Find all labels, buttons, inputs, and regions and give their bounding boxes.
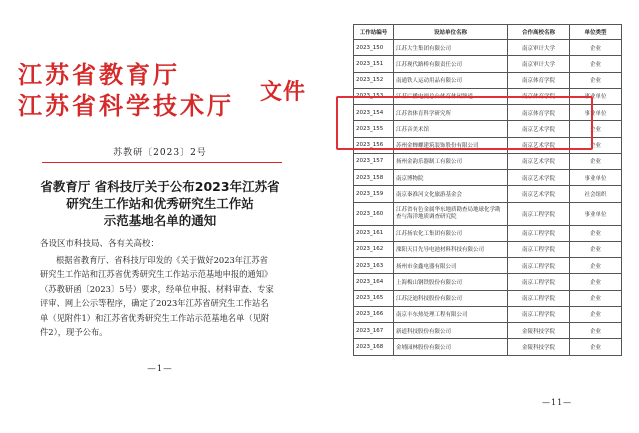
cell-unit-type: 企业 bbox=[570, 121, 622, 137]
cell-university: 南京艺术学院 bbox=[508, 186, 570, 202]
cell-university: 南京工程学院 bbox=[508, 225, 570, 241]
cell-university: 南京审计大学 bbox=[508, 56, 570, 72]
cell-university: 南京体育学院 bbox=[508, 88, 570, 104]
cell-unit-type: 企业 bbox=[570, 323, 622, 339]
cell-university: 南京审计大学 bbox=[508, 40, 570, 56]
cell-unit-name: 江苏扬农化工集团有限公司 bbox=[394, 225, 508, 241]
table-row bbox=[354, 56, 622, 72]
cell-unit-type: 社会组织 bbox=[570, 186, 622, 202]
letterhead-suffix: 文件 bbox=[260, 79, 307, 105]
body-line: 研究生工作站和江苏省优秀研究生工作站示范基地申报的通知》 bbox=[40, 269, 273, 280]
cell-unit-type: 企业 bbox=[570, 339, 622, 355]
cell-unit-type: 企业 bbox=[570, 241, 622, 257]
cell-unit-name: 苏州金蝉螺建筑装饰股份有限公司 bbox=[394, 137, 508, 153]
cell-unit-type: 企业 bbox=[570, 153, 622, 169]
cell-unit-name: 南京秦淮河文化旅游基金会 bbox=[394, 186, 508, 202]
highlight-box bbox=[336, 96, 593, 150]
body-line: 件2），现予公布。 bbox=[40, 327, 108, 338]
cell-unit-name: 南京博物院 bbox=[394, 170, 508, 186]
cell-unit-name: 溧阳天目先导电池材料科技有限公司 bbox=[394, 241, 508, 257]
cell-workstation-id: 2023_151 bbox=[354, 56, 394, 72]
table-row bbox=[354, 290, 622, 306]
title-line: 示范基地名单的通知 bbox=[103, 213, 217, 228]
cell-university: 南京工程学院 bbox=[508, 274, 570, 290]
cell-unit-type: 企业 bbox=[570, 258, 622, 274]
cell-university: 南京工程学院 bbox=[508, 306, 570, 322]
cell-workstation-id: 2023_153 bbox=[354, 88, 394, 104]
body-line: （苏教研函〔2023〕5号）要求，经单位申报、材料审查、专家 bbox=[40, 283, 274, 294]
table-row bbox=[354, 170, 622, 186]
cell-unit-type: 企业 bbox=[570, 72, 622, 88]
cell-workstation-id: 2023_167 bbox=[354, 323, 394, 339]
table-header-row bbox=[354, 25, 622, 40]
notice-title bbox=[0, 178, 320, 229]
cell-unit-name: 江苏音美术馆 bbox=[394, 121, 508, 137]
cell-unit-name: 江苏现代路桥有限责任公司 bbox=[394, 56, 508, 72]
cell-workstation-id: 2023_163 bbox=[354, 258, 394, 274]
addressee: 各设区市科技局、各有关高校： bbox=[40, 239, 160, 249]
cell-workstation-id: 2023_161 bbox=[354, 225, 394, 241]
cell-unit-type: 事业单位 bbox=[570, 170, 622, 186]
title-line: 研究生工作站和优秀研究生工作站 bbox=[66, 196, 254, 211]
cell-unit-type: 企业 bbox=[570, 225, 622, 241]
cell-university: 南京工程学院 bbox=[508, 290, 570, 306]
cell-university: 南京工程学院 bbox=[508, 258, 570, 274]
cell-unit-name: 新道科技股份有限公司 bbox=[394, 323, 508, 339]
cell-unit-name: 江苏省有色金属华东地质勘查局地球化学勘查与海洋地质调查研究院 bbox=[394, 202, 508, 225]
cell-workstation-id: 2023_150 bbox=[354, 40, 394, 56]
page-number-left: —1— bbox=[147, 364, 173, 374]
workstation-table bbox=[353, 24, 622, 356]
cell-unit-name: 金埔园林股份有限公司 bbox=[394, 339, 508, 355]
table-row bbox=[354, 72, 622, 88]
cell-university: 金陵科技学院 bbox=[508, 323, 570, 339]
cell-university: 南京艺术学院 bbox=[508, 137, 570, 153]
cell-university: 南京体育学院 bbox=[508, 105, 570, 121]
cell-unit-name: 江苏省体育科学研究所 bbox=[394, 105, 508, 121]
cell-workstation-id: 2023_168 bbox=[354, 339, 394, 355]
cell-unit-name: 扬州市金鑫电器有限公司 bbox=[394, 258, 508, 274]
table-row bbox=[354, 241, 622, 257]
cell-workstation-id: 2023_159 bbox=[354, 186, 394, 202]
cell-unit-type: 事业单位 bbox=[570, 88, 622, 104]
document-number: 苏教研〔2023〕2号 bbox=[113, 148, 207, 158]
cell-workstation-id: 2023_158 bbox=[354, 170, 394, 186]
cell-workstation-id: 2023_165 bbox=[354, 290, 394, 306]
column-header-type: 单位类型 bbox=[570, 25, 622, 40]
table-row bbox=[354, 202, 622, 225]
table-row bbox=[354, 258, 622, 274]
cell-workstation-id: 2023_154 bbox=[354, 105, 394, 121]
cell-university: 南京艺术学院 bbox=[508, 121, 570, 137]
cell-unit-name: 南通铁人运动用品有限公司 bbox=[394, 72, 508, 88]
workstation-table-wrapper bbox=[353, 24, 621, 356]
cell-unit-name: 扬州金韵乐器制工有限公司 bbox=[394, 153, 508, 169]
cell-unit-type: 企业 bbox=[570, 40, 622, 56]
right-page bbox=[320, 0, 639, 433]
table-row bbox=[354, 225, 622, 241]
table-row bbox=[354, 40, 622, 56]
column-header-university: 合作高校名称 bbox=[508, 25, 570, 40]
table-row bbox=[354, 306, 622, 322]
cell-unit-name: 江苏大生集团有限公司 bbox=[394, 40, 508, 56]
column-header-unit: 设站单位名称 bbox=[394, 25, 508, 40]
cell-unit-name: 南京丰东热处理工程有限公司 bbox=[394, 306, 508, 322]
cell-workstation-id: 2023_166 bbox=[354, 306, 394, 322]
table-row bbox=[354, 153, 622, 169]
cell-unit-name: 上海梅山钢铁股份有限公司 bbox=[394, 274, 508, 290]
cell-unit-type: 企业 bbox=[570, 137, 622, 153]
table-row bbox=[354, 339, 622, 355]
cell-unit-type: 事业单位 bbox=[570, 202, 622, 225]
cell-workstation-id: 2023_152 bbox=[354, 72, 394, 88]
title-line: 省教育厅 省科技厅关于公布2023年江苏省 bbox=[40, 179, 280, 194]
cell-university: 南京艺术学院 bbox=[508, 153, 570, 169]
notice-body bbox=[40, 253, 282, 339]
cell-unit-name: 江苏泛迪科技股份有限公司 bbox=[394, 290, 508, 306]
cell-workstation-id: 2023_157 bbox=[354, 153, 394, 169]
cell-university: 南京工程学院 bbox=[508, 202, 570, 225]
red-letterhead bbox=[12, 60, 312, 122]
cell-unit-name: 江苏广播电视总台体育休闲频道 bbox=[394, 88, 508, 104]
cell-workstation-id: 2023_162 bbox=[354, 241, 394, 257]
table-row bbox=[354, 186, 622, 202]
body-line: 根据省教育厅、省科技厅印发的《关于做好2023年江苏省 bbox=[56, 255, 268, 265]
body-line: 评审、网上公示等程序，确定了2023年江苏省研究生工作站名 bbox=[40, 298, 269, 309]
cell-workstation-id: 2023_155 bbox=[354, 121, 394, 137]
letterhead-line-science: 江苏省科学技术厅 bbox=[18, 91, 234, 120]
cell-unit-type: 企业 bbox=[570, 274, 622, 290]
table-row bbox=[354, 323, 622, 339]
table-row bbox=[354, 274, 622, 290]
page-number-right: —11— bbox=[542, 398, 573, 407]
cell-workstation-id: 2023_156 bbox=[354, 137, 394, 153]
cell-university: 南京体育学院 bbox=[508, 72, 570, 88]
cell-university: 南京艺术学院 bbox=[508, 170, 570, 186]
column-header-id: 工作站编号 bbox=[354, 25, 394, 40]
body-line: 单（见附件1）和江苏省优秀研究生工作站示范基地名单（见附 bbox=[40, 312, 270, 323]
cell-university: 金陵科技学院 bbox=[508, 339, 570, 355]
cell-workstation-id: 2023_164 bbox=[354, 274, 394, 290]
cell-university: 南京工程学院 bbox=[508, 241, 570, 257]
cell-unit-type: 企业 bbox=[570, 306, 622, 322]
letterhead-line-education: 江苏省教育厅 bbox=[18, 60, 180, 89]
cell-unit-type: 企业 bbox=[570, 290, 622, 306]
cell-unit-type: 企业 bbox=[570, 56, 622, 72]
cell-unit-type: 事业单位 bbox=[570, 105, 622, 121]
cell-workstation-id: 2023_160 bbox=[354, 202, 394, 225]
red-divider bbox=[42, 162, 282, 163]
